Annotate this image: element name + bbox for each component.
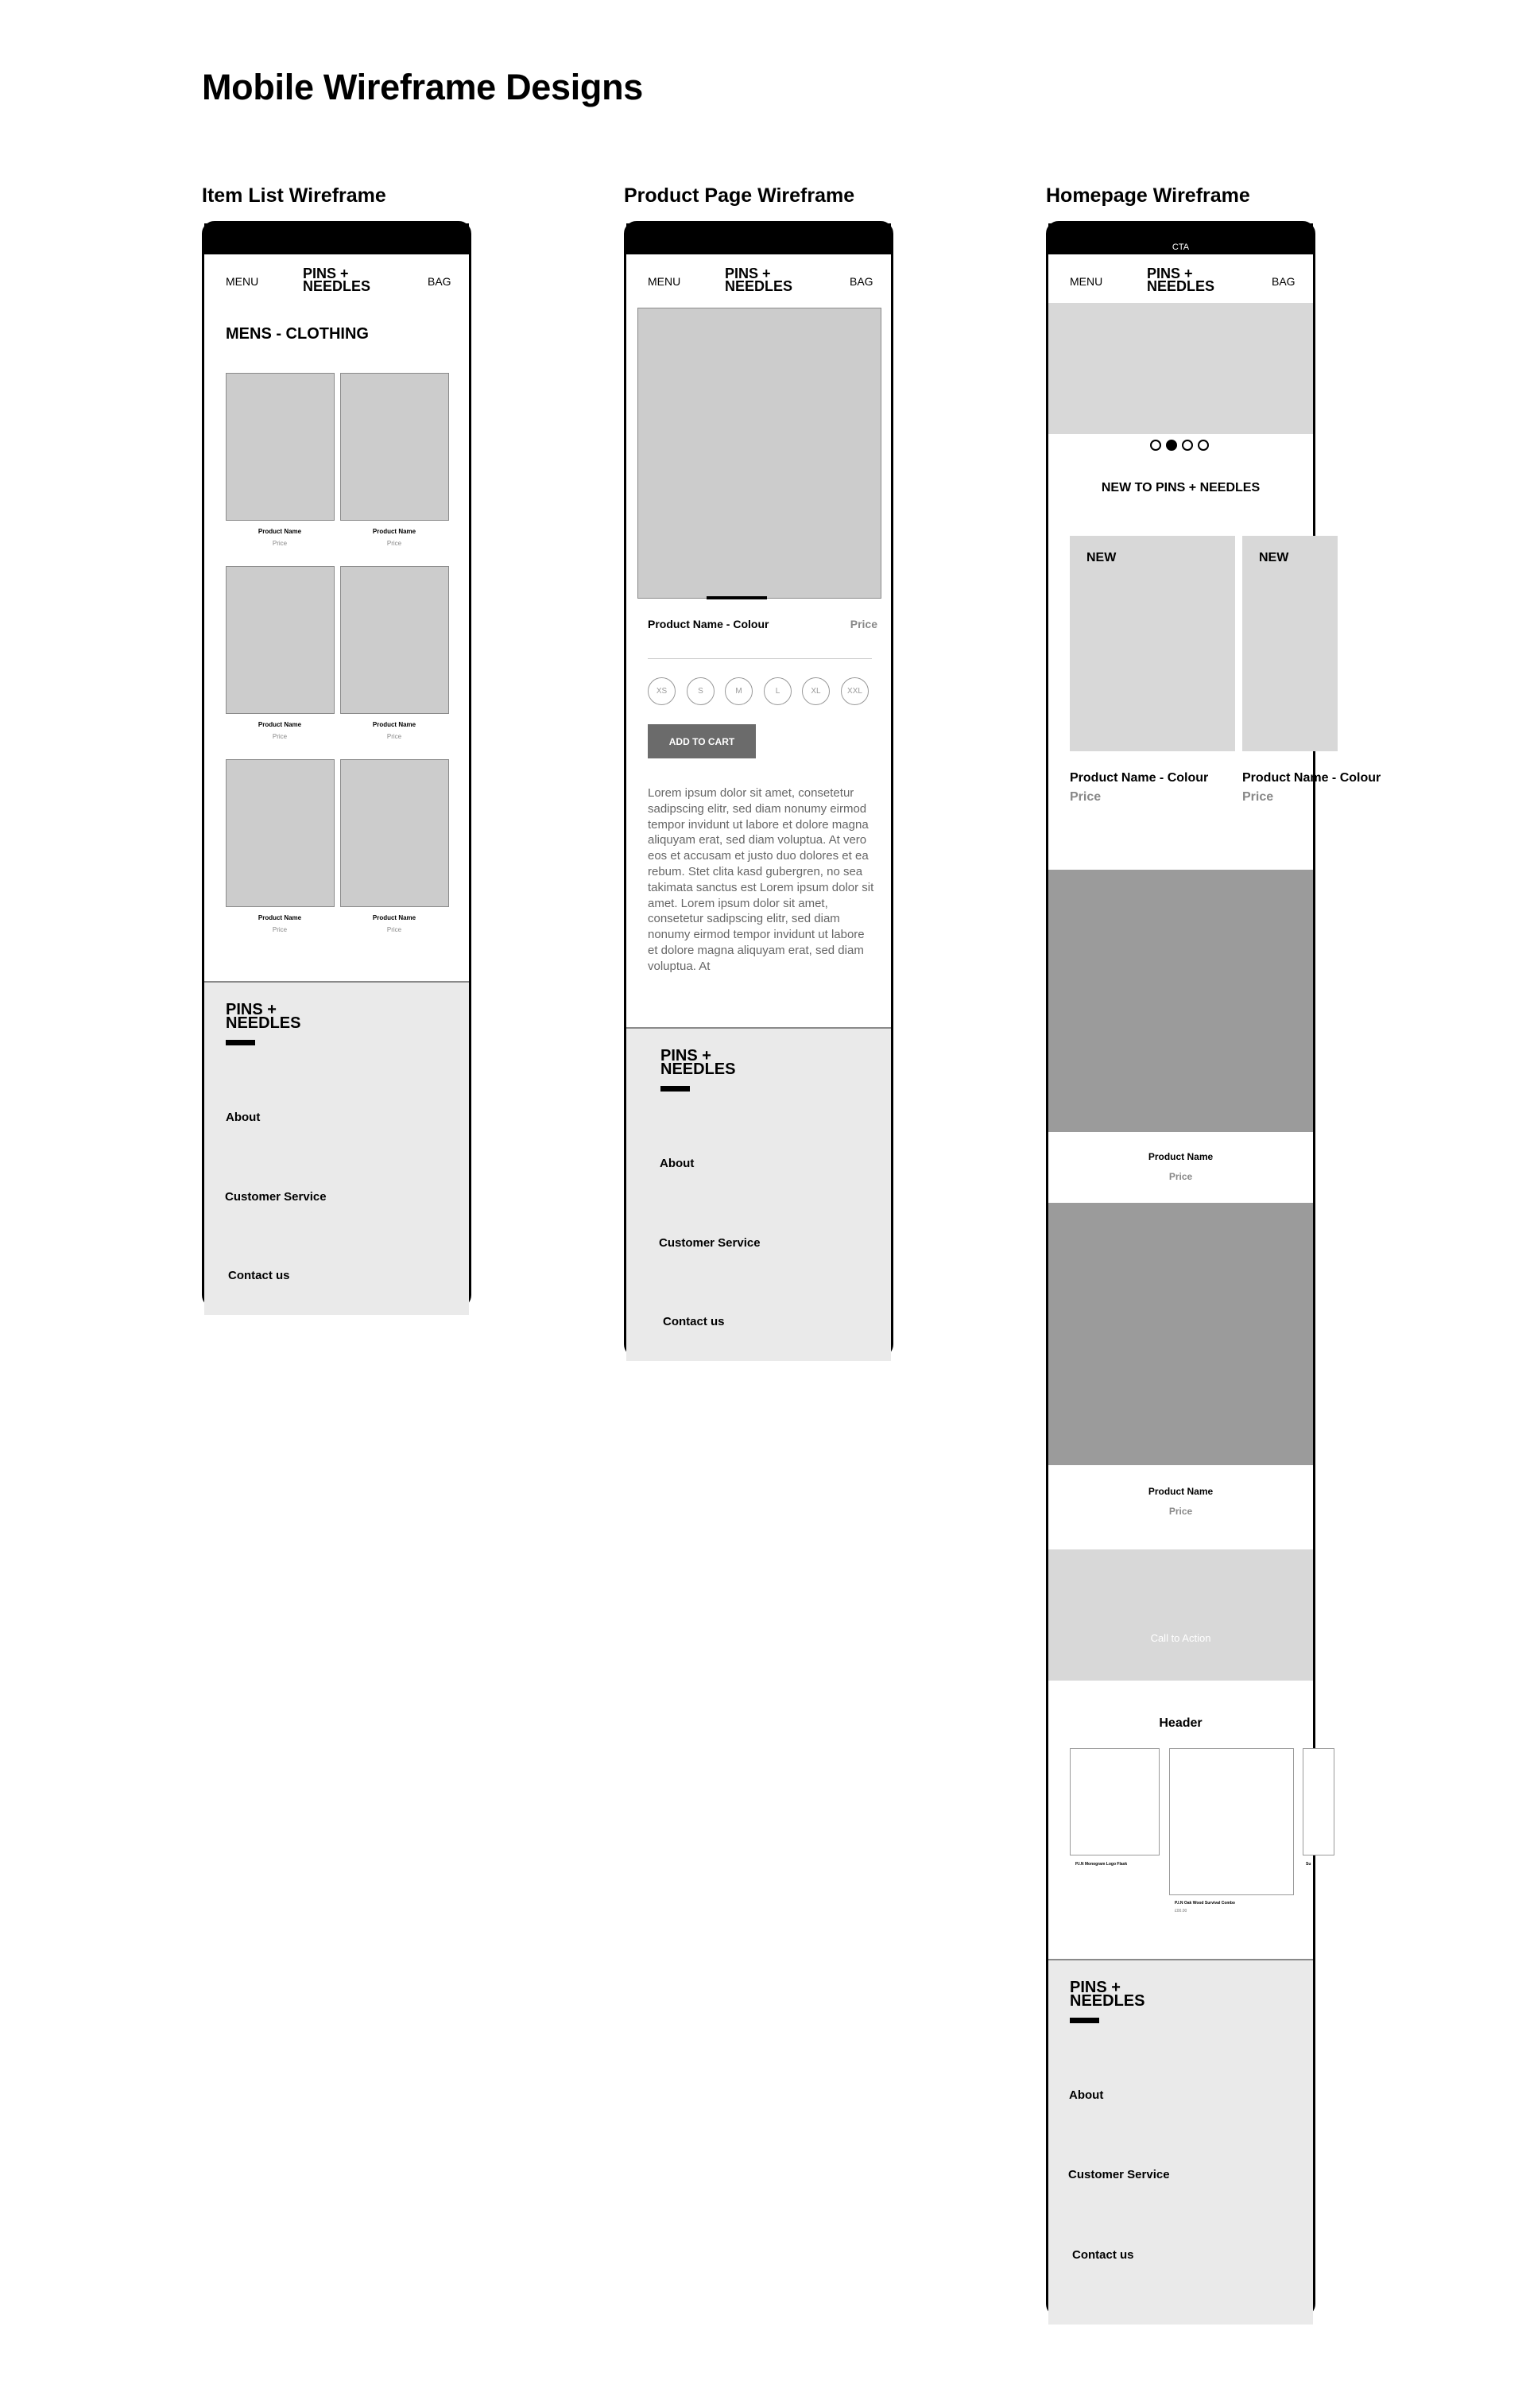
product-description: Lorem ipsum dolor sit amet, consetetur sadipscing elitr, sed diam nonumy eirmod tempor invidunt ut labore et dolore magna aliquyam erat, sed diam voluptua. At vero eos et accusam et justo duo dolores et ea rebum. Stet clita kasd gubergren, no sea takimata sanctus est Lorem ipsum dolor sit amet. Lorem ipsum dolor sit amet, consetetur sadipscing elitr, sed diam nonumy eirmod tempor invidunt ut labore et dolore magna aliquyam erat, sed diam voluptua. At	[648, 786, 874, 973]
size-s-button[interactable]: S	[687, 677, 715, 705]
product-name[interactable]: Product Name	[258, 721, 302, 728]
homepage-phone	[1046, 221, 1381, 2317]
menu-button[interactable]: MENU	[648, 275, 681, 288]
product-page-label: Product Page Wireframe	[624, 184, 855, 207]
footer-link-contact[interactable]: Contact us	[1072, 2248, 1134, 2262]
status-bar	[626, 223, 891, 254]
footer-link-contact[interactable]: Contact us	[663, 1315, 725, 1328]
footer-logo[interactable]: PINS + NEEDLES	[226, 1001, 301, 1032]
footer-link-about[interactable]: About	[1069, 2088, 1104, 2102]
status-bar	[204, 223, 469, 254]
carousel-dot[interactable]	[1150, 440, 1161, 451]
divider	[648, 658, 872, 659]
size-xl-button[interactable]: XL	[802, 677, 830, 705]
product-price: Price	[272, 540, 288, 547]
bag-button[interactable]: BAG	[850, 275, 873, 288]
new-badge: NEW	[1259, 551, 1289, 564]
footer-link-about[interactable]: About	[660, 1157, 695, 1170]
add-to-cart-button[interactable]: ADD TO CART	[648, 724, 756, 758]
featured-product-image[interactable]	[1048, 1203, 1313, 1465]
hero-banner[interactable]	[1048, 303, 1313, 434]
featured-product-price: Price	[1168, 1506, 1193, 1517]
size-xxl-button[interactable]: XXL	[841, 677, 869, 705]
logo[interactable]: PINS + NEEDLES	[303, 266, 371, 294]
product-image[interactable]	[340, 759, 449, 907]
product-image[interactable]	[226, 759, 335, 907]
carousel-dot[interactable]	[1182, 440, 1193, 451]
product-hero-image[interactable]	[637, 308, 881, 599]
footer-logo-bar	[660, 1086, 690, 1092]
footer-link-customer-service[interactable]: Customer Service	[225, 1190, 327, 1204]
footer-logo-bar	[226, 1040, 255, 1045]
tile-name[interactable]: Su	[1306, 1862, 1311, 1867]
product-name: Product Name - Colour	[648, 618, 769, 630]
page-title: Mobile Wireframe Designs	[202, 67, 644, 107]
footer	[1048, 1959, 1313, 2325]
carousel-dot-active[interactable]	[1166, 440, 1177, 451]
new-product-price: Price	[1242, 790, 1274, 804]
new-product-price: Price	[1070, 790, 1102, 804]
footer-link-contact[interactable]: Contact us	[228, 1269, 290, 1282]
item-list-phone	[202, 221, 471, 1308]
product-price: Price	[272, 733, 288, 740]
cta-bar[interactable]	[1048, 223, 1313, 254]
carousel-dots	[1150, 440, 1209, 451]
new-product-name[interactable]: Product Name - Colour	[1070, 771, 1209, 785]
call-to-action-text: Call to Action	[1150, 1632, 1211, 1644]
tile-name[interactable]: P.I.N Monogram Logo Flask	[1075, 1862, 1128, 1867]
footer-logo-bar	[1070, 2018, 1099, 2023]
featured-product-image[interactable]	[1048, 870, 1313, 1132]
section-header: Header	[1159, 1716, 1203, 1730]
size-l-button[interactable]: L	[764, 677, 792, 705]
footer	[204, 981, 469, 1315]
footer	[626, 1027, 891, 1361]
featured-product-name[interactable]: Product Name	[1148, 1151, 1214, 1162]
new-section-title: NEW TO PINS + NEEDLES	[1101, 481, 1261, 494]
tile-image[interactable]	[1169, 1748, 1294, 1895]
product-price: Price	[272, 926, 288, 933]
new-product-name[interactable]: Product Name - Colour	[1242, 771, 1381, 785]
logo[interactable]: PINS + NEEDLES	[1147, 266, 1215, 294]
product-page-phone	[624, 221, 893, 1357]
logo[interactable]: PINS + NEEDLES	[725, 266, 793, 294]
image-slide-indicator	[707, 596, 767, 599]
menu-button[interactable]: MENU	[1070, 275, 1103, 288]
product-name[interactable]: Product Name	[258, 914, 302, 921]
bag-button[interactable]: BAG	[428, 275, 451, 288]
product-name[interactable]: Product Name	[372, 914, 416, 921]
product-name[interactable]: Product Name	[258, 528, 302, 535]
cta-bar-text: CTA	[1172, 242, 1190, 252]
new-product-image[interactable]	[1242, 536, 1338, 751]
featured-product-price: Price	[1168, 1171, 1193, 1182]
footer-link-about[interactable]: About	[226, 1111, 261, 1124]
product-image[interactable]	[340, 566, 449, 714]
product-image[interactable]	[226, 373, 335, 521]
footer-link-customer-service[interactable]: Customer Service	[659, 1236, 761, 1250]
footer-logo[interactable]: PINS + NEEDLES	[1070, 1979, 1145, 2010]
new-badge: NEW	[1086, 551, 1117, 564]
size-xs-button[interactable]: XS	[648, 677, 676, 705]
product-name[interactable]: Product Name	[372, 721, 416, 728]
category-heading: MENS - CLOTHING	[226, 325, 369, 343]
tile-image[interactable]	[1303, 1748, 1334, 1855]
new-product-image[interactable]	[1070, 536, 1235, 751]
menu-button[interactable]: MENU	[226, 275, 259, 288]
footer-logo[interactable]: PINS + NEEDLES	[660, 1047, 736, 1078]
product-price: Price	[850, 618, 877, 630]
product-image[interactable]	[226, 566, 335, 714]
carousel-dot[interactable]	[1198, 440, 1209, 451]
tile-image[interactable]	[1070, 1748, 1160, 1855]
tile-name[interactable]: P.I.N Oak Wood Survival Combo	[1175, 1901, 1235, 1906]
footer-link-customer-service[interactable]: Customer Service	[1068, 2168, 1170, 2181]
size-m-button[interactable]: M	[725, 677, 753, 705]
call-to-action-banner[interactable]	[1048, 1549, 1313, 1681]
product-price: Price	[386, 733, 402, 740]
product-price: Price	[386, 540, 402, 547]
item-list-label: Item List Wireframe	[202, 184, 386, 207]
bag-button[interactable]: BAG	[1272, 275, 1296, 288]
homepage-label: Homepage Wireframe	[1046, 184, 1250, 207]
featured-product-name[interactable]: Product Name	[1148, 1486, 1214, 1497]
product-image[interactable]	[340, 373, 449, 521]
tile-price: £00.00	[1175, 1909, 1187, 1914]
product-price: Price	[386, 926, 402, 933]
product-name[interactable]: Product Name	[372, 528, 416, 535]
